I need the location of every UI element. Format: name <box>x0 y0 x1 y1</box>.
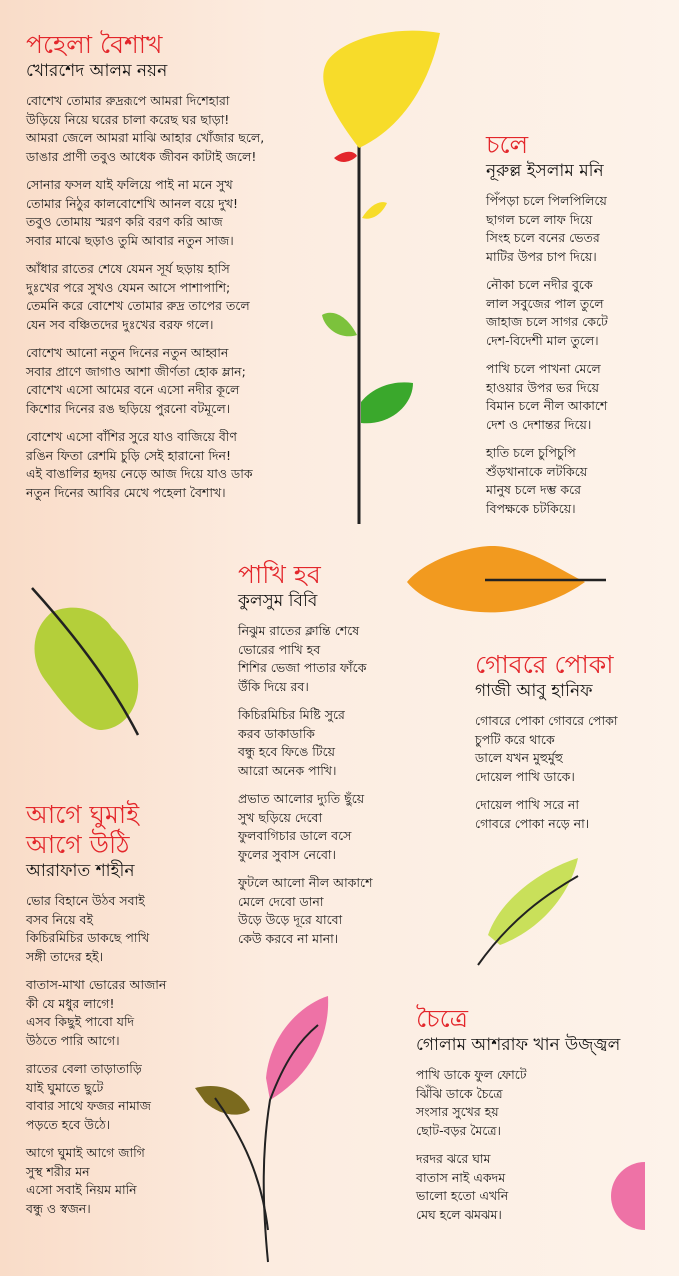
poem-line: বোশেখ এসো আমের বনে এসো নদীর কূলে <box>26 382 240 397</box>
poem-line: আমরা জেলে আমরা মাঝি আহার খোঁজার ছলে, <box>26 130 265 145</box>
poem-line: বিমান চলে নীল আকাশে <box>486 398 608 413</box>
plant-branch <box>215 1098 268 1230</box>
poem-line: দেশ-বিদেশী মাল তুলে। <box>486 332 599 348</box>
poem-line: চুপটি করে থাকে <box>475 731 555 747</box>
poem-line: বিপক্ষকে চটকিয়ে। <box>486 500 576 516</box>
poem-line: মাটির উপর চাপ দিয়ে। <box>486 248 597 264</box>
stanza <box>26 344 264 418</box>
poem-line: যেন সব বঞ্চিতদের দুঃখের বরফ গলে। <box>26 316 214 332</box>
poem-line: এসো সবাই নিয়ম মানি <box>26 1182 137 1197</box>
poem-line: বসব নিয়ে বই <box>26 911 94 927</box>
poem-author: আরাফাত শাহীন <box>26 861 135 881</box>
poem-gobore-poka <box>475 650 618 843</box>
poem-line: বোশেখ তোমার রুদ্ররূপে আমরা দিশেহারা <box>26 93 230 108</box>
poem-title <box>26 800 166 860</box>
poem-line: গোবরে পোকা গোবরে পোকা <box>475 713 618 728</box>
poem-title-line: আগে ঘুমাই <box>26 800 140 829</box>
poem-line: জাহাজ চলে সাগর কেটে <box>486 314 608 329</box>
poem-line: ঝিঁঝি ডাকে চৈত্রে <box>416 1085 503 1101</box>
poem-line: দুঃখের পরে সুখও যেমন আসে পাশাপাশি; <box>26 279 231 295</box>
poem-line: দোয়েল পাখি সরে না <box>475 797 580 812</box>
stanza <box>238 622 372 696</box>
poem-line: প্রভাত আলোর দ্যুতি ছুঁয়ে <box>238 791 365 806</box>
poem-line: সঙ্গী তাদের হই। <box>26 948 104 964</box>
poem-line: কিচিরমিচির ডাকছে পাখি <box>26 930 150 945</box>
poem-line: তোমার নিঠুর কালবোশেখি আনল বয়ে দুখ! <box>26 195 238 211</box>
stanza <box>238 874 372 948</box>
poem-line: উঠতে পারি আগে। <box>26 1032 120 1048</box>
poem-title: পহেলা বৈশাখ <box>26 30 163 59</box>
poem-line: ছাগল চলে লাফ দিয়ে <box>486 211 593 227</box>
poem-line: উঁকি দিয়ে রব। <box>238 678 309 694</box>
small-yellow-leaf-icon <box>362 202 387 219</box>
poem-title: গোবরে পোকা <box>475 650 614 679</box>
poem-line: আঁধার রাতের শেষে যেমন সূর্য ছড়ায় হাসি <box>26 261 230 276</box>
poem-choitre <box>416 1004 620 1234</box>
poem-line: তবুও তোমায় স্মরণ করি বরণ করি আজ <box>26 214 223 229</box>
yellow-leaf-icon <box>323 31 440 148</box>
poem-line: রঙিন ফিতা রেশমি চুড়ি সেই হারানো দিন! <box>26 447 231 463</box>
stanza <box>486 192 608 266</box>
poem-line: পাখি ডাকে ফুল ফোটে <box>416 1067 527 1082</box>
poem-line: ডাঙার প্রাণী তবুও আধেক জীবন কাটাই জলে! <box>26 148 257 164</box>
poem-line: আরো অনেক পাখি। <box>238 762 337 778</box>
stanza <box>475 796 618 833</box>
poem-line: কিশোর দিনের রঙ ছড়িয়ে পুরনো বটমূলে। <box>26 400 231 416</box>
poem-line: লাল সবুজের পাল তুলে <box>486 295 604 311</box>
poem-line: হাতি চলে চুপিচুপি <box>486 445 576 460</box>
right-green-leaf-icon <box>361 382 413 423</box>
poem-author: গোলাম আশরাফ খান উজ্জ্বল <box>416 1035 621 1055</box>
stanza <box>26 260 264 334</box>
stanza <box>486 360 608 434</box>
poem-line: যাই ঘুমাতে ছুটে <box>26 1079 104 1095</box>
poem-author: খোরশেদ আলম নয়ন <box>26 61 168 81</box>
poem-line: বোশেখ আনো নতুন দিনের নতুন আহ্বান <box>26 345 229 360</box>
poem-line: মেলে দেবো ডানা <box>238 893 324 909</box>
poem-line: কী যে মধুর লাগে! <box>26 995 115 1011</box>
poem-line: এই বাঙালির হৃদয় নেড়ে আজ দিয়ে যাও ডাক <box>26 466 253 481</box>
stanza <box>416 1066 620 1140</box>
poem-line: এসব কিছুই পাবো যদি <box>26 1014 135 1029</box>
poem-line: ফুটলে আলো নীল আকাশে <box>238 875 373 890</box>
poem-line: কেউ করবে না মানা। <box>238 930 339 946</box>
poem-title: পাখি হব <box>238 560 321 589</box>
poem-author: গাজী আবু হানিফ <box>475 681 593 701</box>
stanza <box>26 92 264 166</box>
poem-line: বন্ধু হবে ফিঙে টিয়ে <box>238 744 335 759</box>
stanza <box>475 712 618 786</box>
poem-line: বাতাস-মাখা ভোরের আজান <box>26 977 167 992</box>
poem-line: নিঝুম রাতের ক্লান্তি শেষে <box>238 623 360 638</box>
poem-line: করব ডাকাডাকি <box>238 725 315 741</box>
poem-line: ভোর বিহানে উঠব সবাই <box>26 893 145 908</box>
stanza <box>26 976 166 1050</box>
poem-line: পড়তে হবে উঠে। <box>26 1116 111 1132</box>
stanza <box>26 428 264 502</box>
poem-line: মানুষ চলে দম্ভ করে <box>486 482 582 497</box>
poem-line: ছোট-বড়র মৈত্রে। <box>416 1122 501 1138</box>
poem-line: পিঁপড়া চলে পিলপিলিয়ে <box>486 193 607 208</box>
stanza <box>26 892 166 966</box>
poem-line: সুখ ছড়িয়ে দেবো <box>238 809 323 825</box>
poem-title: চলে <box>486 130 529 159</box>
poem-line: বাতাস নাই একদম <box>416 1169 506 1185</box>
poem-title-line: আগে উঠি <box>26 830 130 859</box>
poem-line: পাখি চলে পাখনা মেলে <box>486 361 601 376</box>
stanza <box>486 276 608 350</box>
poem-line: উড়ে উড়ে দূরে যাবো <box>238 912 343 927</box>
stanza <box>238 790 372 864</box>
poem-line: দরদর ঝরে ঘাম <box>416 1151 491 1166</box>
poem-age-ghumai <box>26 800 166 1228</box>
poem-line: দেশ ও দেশান্তর দিয়ে। <box>486 416 592 432</box>
poem-line: সোনার ফসল যাই ফলিয়ে পাই না মনে সুখ <box>26 177 233 192</box>
poem-line: রাতের বেলা তাড়াতাড়ি <box>26 1061 142 1076</box>
poem-pakhi-hobo <box>238 560 372 958</box>
stanza <box>416 1150 620 1224</box>
stanza <box>486 444 608 518</box>
poem-line: বাবার সাথে ফজর নামাজ <box>26 1098 151 1113</box>
poem-line: আগে ঘুমাই আগে জাগি <box>26 1145 145 1160</box>
poem-line: সংসার সুখের হয় <box>416 1104 499 1119</box>
poem-line: হাওয়ার উপর ভর দিয়ে <box>486 379 599 395</box>
poem-line: তেমনি করে বোশেখ তোমার রুদ্র তাপের তলে <box>26 298 250 313</box>
poem-line: বোশেখ এসো বাঁশির সুরে যাও বাজিয়ে বীণ <box>26 429 237 444</box>
poem-line: সবার মাঝে ছড়াও তুমি আবার নতুন সাজ। <box>26 232 234 248</box>
poem-line: শিশির ভেজা পাতার ফাঁকে <box>238 660 367 675</box>
poem-line: উড়িয়ে নিয়ে ঘরের চালা করেছ ঘর ছাড়া! <box>26 111 230 127</box>
poem-line: নৌকা চলে নদীর বুকে <box>486 277 593 292</box>
poem-line: ফুলবাগিচার ডালে বসে <box>238 828 352 843</box>
stanza <box>238 706 372 780</box>
poem-chole <box>486 130 608 528</box>
poem-title: চৈত্রে <box>416 1004 469 1033</box>
poem-line: দোয়েল পাখি ডাকে। <box>475 768 575 784</box>
poem-pohela-boishakh <box>26 30 264 512</box>
poem-author: কুলসুম বিবি <box>238 591 318 611</box>
lime-leaf-right-icon <box>488 858 578 945</box>
poem-line: শুঁড়খানাকে লটকিয়ে <box>486 463 588 479</box>
poem-line: ভোরের পাখি হব <box>238 641 321 657</box>
stanza <box>26 1060 166 1134</box>
poem-line: গোবরে পোকা নড়ে না। <box>475 815 590 831</box>
poem-line: ভালো হতো এখনি <box>416 1188 509 1203</box>
poem-line: বন্ধু ও স্বজন। <box>26 1200 91 1216</box>
poem-line: কিচিরমিচির মিষ্টি সুরে <box>238 707 345 722</box>
poem-line: ফুলের সুবাস নেবো। <box>238 846 336 862</box>
red-petal-icon <box>334 152 357 162</box>
poem-line: নতুন দিনের আবির মেখে পহেলা বৈশাখ। <box>26 484 226 500</box>
poem-line: সিংহ চলে বনের ভেতর <box>486 230 600 245</box>
poem-author: নূরুল্ল ইসলাম মনি <box>486 161 604 181</box>
poem-line: ডালে যখন মুহুর্মুহু <box>475 750 563 765</box>
lime-leaf-left-icon <box>35 608 139 730</box>
left-green-leaf-icon <box>322 313 357 337</box>
stanza <box>26 1144 166 1218</box>
poem-line: সুস্থ শরীর মন <box>26 1163 90 1179</box>
stanza <box>26 176 264 250</box>
poem-line: মেঘ হলে ঝমঝম। <box>416 1206 502 1222</box>
poem-line: সবার প্রাণে জাগাও আশা জীর্ণতা হোক ম্লান; <box>26 363 246 379</box>
